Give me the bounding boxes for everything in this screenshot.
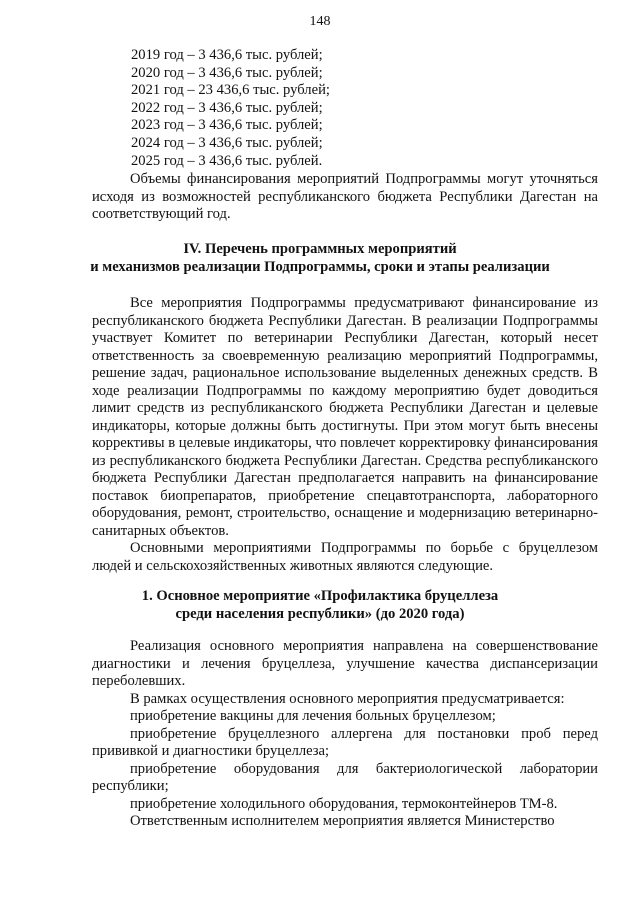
funding-by-year-list (131, 47, 330, 170)
section-4-heading (0, 240, 640, 276)
measure-1-heading-line-1: 1. Основное мероприятие «Профилактика бруцеллеза (141, 588, 499, 604)
page-number: 148 (309, 14, 331, 29)
section-4-paragraph-2: Основными мероприятиями Подпрограммы по борьбе с бруцеллезом людей и сельскохозяйственных животных являются следующие. (92, 540, 598, 574)
section-4-body (92, 295, 598, 575)
measure-1-item-2: приобретение бруцеллезного аллергена для постановки проб перед прививкой и диагностики бруцеллеза; (92, 725, 598, 759)
measure-1-paragraph-1: Реализация основного мероприятия направлена на совершенствование диагностики и лечения бруцеллеза, улучшение качества диспансеризации переболевших. (92, 638, 598, 689)
funding-year-2022: 2022 год – 3 436,6 тыс. рублей; (131, 99, 323, 116)
measure-1-paragraph-3: Ответственным исполнителем мероприятия является Министерство (130, 813, 555, 829)
funding-year-2023: 2023 год – 3 436,6 тыс. рублей; (131, 117, 323, 134)
funding-note: Объемы финансирования мероприятий Подпрограммы могут уточняться исходя из возможностей республиканского бюджета Республики Дагестан на соответствующий год. (92, 171, 598, 222)
section-4-paragraph-1: Все мероприятия Подпрограммы предусматривают финансирование из республиканского бюджета Республики Дагестан. В реализации Подпрограммы участвует Комитет по ветеринарии Республики Дагестан, который несет ответственность за своевременную реализацию мероприятий Подпрограммы, решение задач, рациональное использование выделенных денежных средств. В ходе реализации Подпрограммы по каждому мероприятию будет доводиться лимит средств из республиканского бюджета Республики Дагестан и целевые индикаторы, которые должны быть достигнуты. При этом могут быть внесены коррективы в целевые индикаторы, что повлечет корректировку финансирования из республиканского бюджета Республики Дагестан. Средства республиканского бюджета Республики Дагестан предполагается направить на финансирование поставок биопрепаратов, приобретение спецавтотранспорта, лабораторного оборудования, ремонт, строительство, оснащение и модернизацию ветеринарно-санитарных объектов. (92, 295, 598, 539)
measure-1-body (92, 638, 598, 831)
funding-year-2019: 2019 год – 3 436,6 тыс. рублей; (131, 47, 323, 63)
measure-1-heading-line-2: среди населения республики» (до 2020 года) (175, 606, 465, 622)
measure-1-paragraph-2: В рамках осуществления основного мероприятия предусматривается: (130, 690, 565, 707)
section-4-heading-line-1: IV. Перечень программных мероприятий (183, 241, 457, 257)
measure-1-heading (0, 587, 640, 623)
funding-year-2021: 2021 год – 23 436,6 тыс. рублей; (131, 82, 330, 99)
measure-1-item-4: приобретение холодильного оборудования, термоконтейнеров ТМ-8. (130, 795, 558, 812)
measure-1-item-1: приобретение вакцины для лечения больных бруцеллезом; (130, 708, 496, 724)
funding-year-2025: 2025 год – 3 436,6 тыс. рублей. (131, 152, 323, 169)
section-4-heading-line-2: и механизмов реализации Подпрограммы, сроки и этапы реализации (90, 259, 550, 275)
measure-1-item-3: приобретение оборудования для бактериологической лаборатории республики; (92, 760, 598, 794)
funding-note-block (92, 171, 598, 224)
funding-year-2020: 2020 год – 3 436,6 тыс. рублей; (131, 64, 323, 81)
funding-year-2024: 2024 год – 3 436,6 тыс. рублей; (131, 134, 323, 151)
